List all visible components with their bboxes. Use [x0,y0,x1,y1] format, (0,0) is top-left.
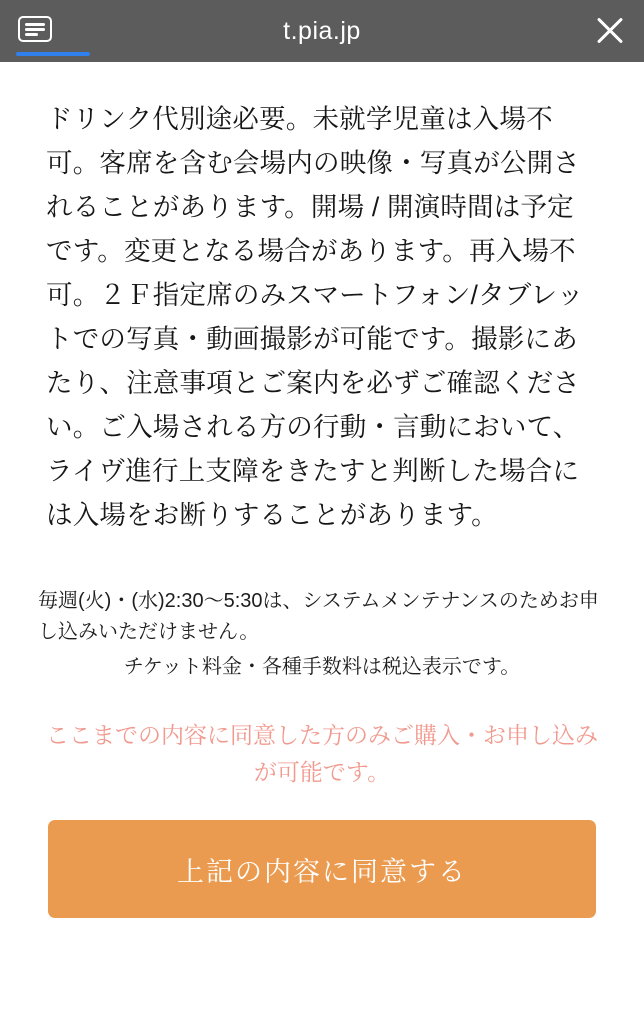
agree-button-container [24,820,620,918]
agree-button[interactable]: 上記の内容に同意する [48,820,596,918]
agreement-note: ここまでの内容に同意した方のみご購入・お申し込みが可能です。 [46,721,598,785]
maintenance-line-2: チケット料金・各種手数料は税込表示です。 [123,655,521,678]
reader-mode-button[interactable] [18,16,78,46]
close-icon [594,15,626,47]
page-content [0,98,644,1035]
notice-text: ドリンク代別途必要。未就学児童は入場不可。客席を含む会場内の映像・写真が公開されることがあります。開場 / 開演時間は予定です。変更となる場合があります。再入場不可。２Ｆ指定席のみスマートフォン/タブレットでの写真・動画撮影が可能です。撮影にあたり、注意事項とご案内を必ずご確認ください。ご入場される方の行動・言動において、ライヴ進行上支障をきたすと判断した場合には入場をお断りすることがあります。 [46,104,584,530]
maintenance-line-1: 毎週(火)・(水)2:30〜5:30は、システムメンテナンスのためお申し込みいただけません。 [38,589,599,643]
page-title: t.pia.jp [283,16,361,45]
reader-mode-icon [18,16,52,46]
page-load-progress [16,52,90,56]
close-button[interactable] [566,15,626,47]
browser-top-bar [0,0,644,62]
maintenance-block [24,586,620,683]
